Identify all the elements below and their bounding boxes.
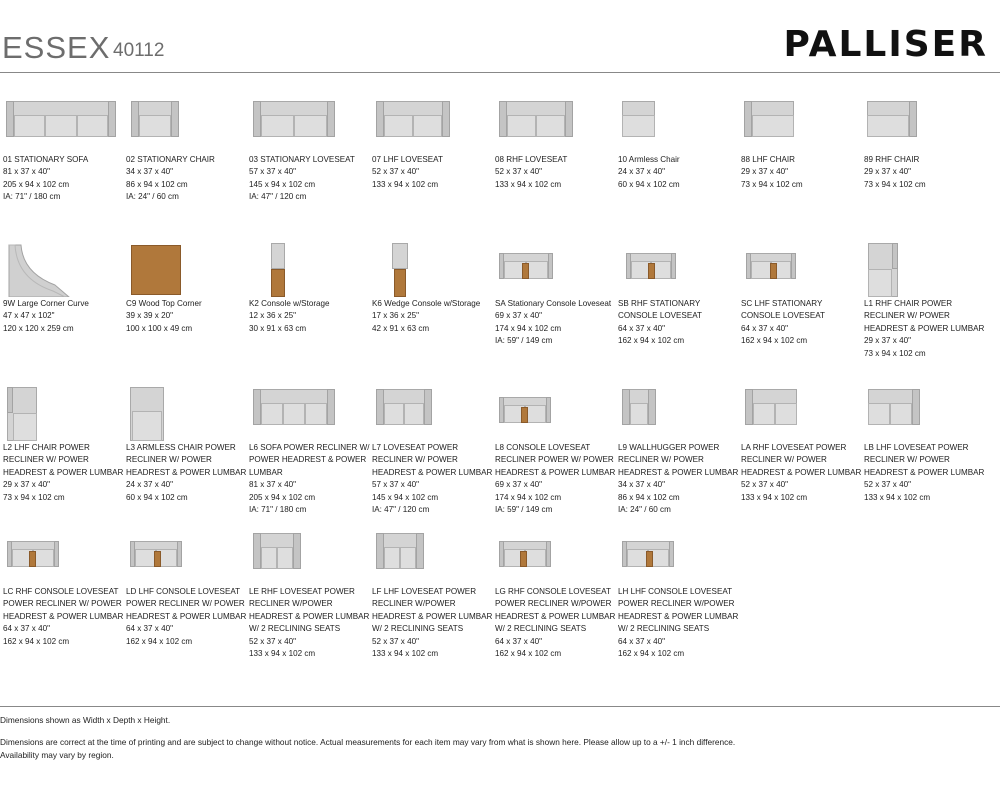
product-dimensions: 69 x 37 x 40" — [495, 311, 542, 321]
product-name: SB RHF STATIONARY CONSOLE LOVESEAT — [618, 299, 702, 321]
product-labels — [3, 298, 124, 335]
product-thumbnail — [864, 99, 974, 153]
product-thumbnail — [864, 243, 974, 297]
recliner-seat — [132, 411, 162, 441]
product-item — [249, 387, 372, 515]
product-name: K2 Console w/Storage — [249, 299, 330, 308]
product-item — [372, 531, 495, 659]
product-name: LE RHF LOVESEAT POWER RECLINER W/POWER HEADREST & POWER LUMBAR W/ 2 RECLINING SEATS — [249, 587, 370, 634]
recliner-arm — [892, 243, 898, 269]
product-labels — [618, 586, 739, 660]
sofa-arm — [745, 389, 753, 425]
recliner-seat — [135, 549, 156, 567]
product-dimensions: 100 x 100 x 49 cm — [126, 323, 193, 333]
product-dimensions: 205 x 94 x 102 cm — [249, 492, 316, 502]
product-labels — [126, 442, 247, 504]
product-dimensions: 162 x 94 x 102 cm — [618, 649, 685, 659]
product-labels — [864, 442, 985, 504]
product-labels — [249, 442, 370, 516]
product-item — [249, 99, 372, 202]
product-thumbnail — [249, 243, 359, 297]
recliner-seat — [751, 261, 771, 279]
product-dimensions: 30 x 91 x 63 cm — [249, 323, 307, 333]
product-item — [864, 243, 987, 358]
sofa-arm — [442, 101, 450, 137]
product-item — [126, 99, 249, 202]
product-thumbnail — [126, 99, 236, 153]
product-labels — [618, 298, 739, 348]
footnote-dimensions: Dimensions shown as Width x Depth x Height. — [0, 715, 171, 725]
product-item — [3, 387, 126, 502]
product-name: LD LHF CONSOLE LOVESEAT POWER RECLINER W/ POWER HEADREST & POWER LUMBAR — [126, 587, 247, 621]
console-wood-top — [770, 263, 777, 279]
console-wood-top — [522, 263, 529, 279]
product-dimensions: 162 x 94 x 102 cm — [495, 649, 562, 659]
product-thumbnail — [864, 387, 974, 441]
product-dimensions: 133 x 94 x 102 cm — [495, 179, 562, 189]
console-wood-top — [646, 551, 653, 567]
console-wood-top — [521, 407, 528, 423]
product-item — [372, 99, 495, 189]
sofa-seat — [890, 403, 912, 425]
sofa-seat — [45, 115, 76, 137]
wedge-console-wood — [394, 269, 406, 297]
sofa-seat — [77, 115, 108, 137]
sofa-seat — [384, 547, 400, 569]
product-item — [741, 243, 864, 346]
sofa-arm — [253, 533, 261, 569]
product-dimensions: 133 x 94 x 102 cm — [741, 492, 808, 502]
product-item — [864, 387, 987, 502]
sofa-seat — [277, 547, 293, 569]
product-name: L6 SOFA POWER RECLINER W/ POWER HEADREST & POWER LUMBAR — [249, 443, 370, 477]
product-dimensions: 174 x 94 x 102 cm — [495, 492, 562, 502]
sofa-arm — [253, 101, 261, 137]
product-item — [3, 531, 126, 646]
product-dimensions: 29 x 37 x 40" — [741, 167, 788, 177]
product-name: 10 Armless Chair — [618, 155, 680, 164]
recliner-arm — [7, 387, 13, 413]
product-name: SC LHF STATIONARY CONSOLE LOVESEAT — [741, 299, 825, 321]
product-dimensions: 39 x 39 x 20" — [126, 311, 173, 321]
product-thumbnail — [249, 387, 359, 441]
product-thumbnail — [495, 387, 605, 441]
recliner-arm — [177, 541, 182, 567]
product-dimensions: 73 x 94 x 102 cm — [741, 179, 803, 189]
recliner-seat — [525, 405, 546, 423]
sofa-seat — [867, 115, 909, 137]
product-labels — [864, 298, 985, 360]
sofa-seat — [139, 115, 171, 137]
sofa-arm — [327, 389, 335, 425]
product-item — [126, 243, 249, 333]
product-inside-arm: IA: 59" / 149 cm — [495, 505, 553, 515]
product-thumbnail — [372, 243, 482, 297]
product-item — [495, 99, 618, 189]
product-dimensions: 133 x 94 x 102 cm — [864, 492, 931, 502]
product-dimensions: 29 x 37 x 40" — [3, 480, 50, 490]
footer-divider — [0, 706, 1000, 707]
sofa-seat — [400, 547, 416, 569]
product-name: LG RHF CONSOLE LOVESEAT POWER RECLINER W/POWER HEADREST & POWER LUMBAR W/ 2 RECLINING SEATS — [495, 587, 616, 634]
footnote-disclaimer: Dimensions are correct at the time of printing and are subject to change without notice. Actual measurements for each item may vary from what is shown here. Please allow up to a +/- 1 inch difference. — [0, 737, 736, 747]
recliner-seat — [525, 549, 546, 567]
product-dimensions: 52 x 37 x 40" — [864, 480, 911, 490]
product-item — [618, 99, 741, 189]
product-labels — [864, 154, 985, 191]
product-dimensions: 60 x 94 x 102 cm — [126, 492, 188, 502]
recliner-arm — [546, 541, 551, 567]
product-labels — [126, 586, 247, 648]
product-labels — [618, 442, 739, 516]
product-dimensions: 52 x 37 x 40" — [495, 167, 542, 177]
sofa-seat — [868, 403, 890, 425]
product-thumbnail — [126, 387, 236, 441]
product-dimensions: 81 x 37 x 40" — [249, 480, 296, 490]
product-dimensions: 64 x 37 x 40" — [618, 323, 665, 333]
product-thumbnail — [741, 243, 851, 297]
product-dimensions: 133 x 94 x 102 cm — [249, 649, 316, 659]
console-body — [271, 243, 285, 269]
product-name: 88 LHF CHAIR — [741, 155, 795, 164]
recliner-arm — [546, 397, 551, 423]
product-dimensions: 64 x 37 x 40" — [618, 636, 665, 646]
product-name: 03 STATIONARY LOVESEAT — [249, 155, 355, 164]
product-name: L1 RHF CHAIR POWER RECLINER W/ POWER HEADREST & POWER LUMBAR — [864, 299, 985, 333]
recliner-arm — [671, 253, 676, 279]
recliner-arm — [669, 541, 674, 567]
product-dimensions: 17 x 36 x 25" — [372, 311, 419, 321]
product-labels — [249, 586, 370, 660]
product-name: L9 WALLHUGGER POWER RECLINER W/ POWER HEADREST & POWER LUMBAR — [618, 443, 739, 477]
sofa-seat — [752, 115, 794, 137]
sofa-arm — [912, 389, 920, 425]
sofa-seat — [413, 115, 442, 137]
sofa-arm — [424, 389, 432, 425]
product-dimensions: 52 x 37 x 40" — [741, 480, 788, 490]
sofa-seat — [283, 403, 305, 425]
product-dimensions: 162 x 94 x 102 cm — [618, 336, 685, 346]
product-labels — [495, 442, 616, 516]
product-thumbnail — [249, 531, 359, 585]
sofa-seat — [384, 115, 413, 137]
sofa-arm — [293, 533, 301, 569]
product-dimensions: 42 x 91 x 63 cm — [372, 323, 430, 333]
product-name: L7 LOVESEAT POWER RECLINER W/ POWER HEADREST & POWER LUMBAR — [372, 443, 493, 477]
product-thumbnail — [495, 243, 605, 297]
product-thumbnail — [495, 99, 605, 153]
product-dimensions: 162 x 94 x 102 cm — [3, 636, 70, 646]
recliner-seat — [526, 261, 548, 279]
product-labels — [495, 154, 616, 191]
recliner-seat — [13, 413, 37, 441]
product-labels — [372, 442, 493, 516]
recliner-seat — [868, 269, 892, 297]
product-name: 07 LHF LOVESEAT — [372, 155, 443, 164]
product-dimensions: 133 x 94 x 102 cm — [372, 179, 439, 189]
sofa-seat — [261, 115, 294, 137]
product-thumbnail — [618, 387, 728, 441]
product-labels — [495, 298, 616, 348]
sofa-arm — [622, 389, 630, 425]
sofa-arm — [171, 101, 179, 137]
recliner-seat — [627, 549, 648, 567]
footnote-availability: Availability may vary by region. — [0, 750, 114, 760]
corner-curve-shape — [7, 243, 77, 297]
product-item — [618, 531, 741, 659]
sofa-arm — [744, 101, 752, 137]
sofa-arm — [376, 533, 384, 569]
product-inside-arm: IA: 59" / 149 cm — [495, 336, 553, 346]
product-thumbnail — [741, 99, 851, 153]
product-thumbnail — [618, 99, 728, 153]
product-dimensions: 64 x 37 x 40" — [3, 624, 50, 634]
product-name: L8 CONSOLE LOVESEAT RECLINER POWER W/ POWER HEADREST & POWER LUMBAR — [495, 443, 616, 477]
product-labels — [126, 298, 247, 335]
product-dimensions: 73 x 94 x 102 cm — [864, 348, 926, 358]
product-inside-arm: IA: 71" / 180 cm — [3, 192, 61, 202]
console-wood-top — [648, 263, 655, 279]
sofa-seat — [753, 403, 775, 425]
product-name: C9 Wood Top Corner — [126, 299, 202, 308]
product-labels — [372, 154, 493, 191]
product-dimensions: 205 x 94 x 102 cm — [3, 179, 70, 189]
product-dimensions: 120 x 120 x 259 cm — [3, 323, 74, 333]
product-inside-arm: IA: 24" / 60 cm — [618, 505, 671, 515]
product-item — [126, 531, 249, 646]
product-dimensions: 47 x 47 x 102" — [3, 311, 55, 321]
product-dimensions: 174 x 94 x 102 cm — [495, 323, 562, 333]
product-name: 02 STATIONARY CHAIR — [126, 155, 215, 164]
sofa-seat — [305, 403, 327, 425]
product-item — [372, 387, 495, 515]
product-thumbnail — [495, 531, 605, 585]
product-dimensions: 24 x 37 x 40" — [126, 480, 173, 490]
product-labels — [126, 154, 247, 204]
sofa-arm — [416, 533, 424, 569]
product-name: 9W Large Corner Curve — [3, 299, 89, 308]
product-dimensions: 57 x 37 x 40" — [372, 480, 419, 490]
sofa-arm — [108, 101, 116, 137]
product-labels — [3, 154, 124, 204]
console-wood-top — [520, 551, 527, 567]
product-item — [249, 531, 372, 659]
product-labels — [372, 586, 493, 660]
product-thumbnail — [372, 531, 482, 585]
product-dimensions: 73 x 94 x 102 cm — [864, 179, 926, 189]
product-name: SA Stationary Console Loveseat — [495, 299, 612, 308]
console-wood-top — [154, 551, 161, 567]
sofa-seat — [294, 115, 327, 137]
sofa-seat — [630, 403, 648, 425]
product-dimensions: 52 x 37 x 40" — [249, 636, 296, 646]
product-thumbnail — [741, 387, 851, 441]
product-item — [741, 387, 864, 502]
product-name: 01 STATIONARY SOFA — [3, 155, 89, 164]
sofa-arm — [909, 101, 917, 137]
product-thumbnail — [126, 243, 236, 297]
console-wood — [271, 269, 285, 297]
product-item — [618, 387, 741, 515]
product-name: 08 RHF LOVESEAT — [495, 155, 568, 164]
product-thumbnail — [372, 99, 482, 153]
product-dimensions: 60 x 94 x 102 cm — [618, 179, 680, 189]
product-dimensions: 69 x 37 x 40" — [495, 480, 542, 490]
sofa-seat — [507, 115, 536, 137]
wood-top-corner — [131, 245, 181, 295]
product-thumbnail — [618, 243, 728, 297]
product-name: LH LHF CONSOLE LOVESEAT POWER RECLINER W/POWER HEADREST & POWER LUMBAR W/ 2 RECLINING SEATS — [618, 587, 739, 634]
product-inside-arm: IA: 47" / 120 cm — [372, 505, 430, 515]
product-dimensions: 34 x 37 x 40" — [126, 167, 173, 177]
sofa-seat — [775, 403, 797, 425]
product-item — [618, 243, 741, 346]
product-name: LB LHF LOVESEAT POWER RECLINER W/ POWER HEADREST & POWER LUMBAR — [864, 443, 985, 477]
product-dimensions: 29 x 37 x 40" — [864, 167, 911, 177]
product-labels — [741, 154, 862, 191]
product-dimensions: 34 x 37 x 40" — [618, 480, 665, 490]
sofa-seat — [261, 547, 277, 569]
product-labels — [3, 586, 124, 648]
product-dimensions: 162 x 94 x 102 cm — [126, 636, 193, 646]
product-name: LF LHF LOVESEAT POWER RECLINER W/POWER HEADREST & POWER LUMBAR W/ 2 RECLINING SEATS — [372, 587, 493, 634]
sofa-arm — [376, 389, 384, 425]
sofa-arm — [648, 389, 656, 425]
product-dimensions: 86 x 94 x 102 cm — [126, 179, 188, 189]
product-dimensions: 64 x 37 x 40" — [126, 624, 173, 634]
product-item — [249, 243, 372, 333]
product-dimensions: 57 x 37 x 40" — [249, 167, 296, 177]
series-code: 40112 — [113, 40, 165, 61]
product-name: L2 LHF CHAIR POWER RECLINER W/ POWER HEADREST & POWER LUMBAR — [3, 443, 124, 477]
sofa-arm — [6, 101, 14, 137]
product-labels — [249, 154, 370, 204]
product-item — [495, 243, 618, 346]
product-dimensions: 12 x 36 x 25" — [249, 311, 296, 321]
product-labels — [618, 154, 739, 191]
product-thumbnail — [372, 387, 482, 441]
sofa-arm — [327, 101, 335, 137]
product-labels — [741, 442, 862, 504]
product-dimensions: 73 x 94 x 102 cm — [3, 492, 65, 502]
product-dimensions: 64 x 37 x 40" — [495, 636, 542, 646]
product-item — [372, 243, 495, 333]
product-dimensions: 133 x 94 x 102 cm — [372, 649, 439, 659]
product-dimensions: 29 x 37 x 40" — [864, 336, 911, 346]
sofa-seat — [536, 115, 565, 137]
recliner-arm — [791, 253, 796, 279]
product-labels — [741, 298, 862, 348]
product-dimensions: 24 x 37 x 40" — [618, 167, 665, 177]
product-labels — [3, 442, 124, 504]
product-item — [3, 243, 126, 333]
console-wood-top — [29, 551, 36, 567]
sofa-seat — [622, 115, 655, 137]
sofa-seat — [261, 403, 283, 425]
wedge-console-body — [392, 243, 408, 269]
product-thumbnail — [249, 99, 359, 153]
product-dimensions: 64 x 37 x 40" — [741, 323, 788, 333]
product-name: 89 RHF CHAIR — [864, 155, 920, 164]
recliner-seat — [33, 549, 54, 567]
sofa-arm — [499, 101, 507, 137]
product-inside-arm: IA: 24" / 60 cm — [126, 192, 179, 202]
brand-logo: PALLISER — [783, 24, 988, 65]
product-name: LC RHF CONSOLE LOVESEAT POWER RECLINER W/ POWER HEADREST & POWER LUMBAR — [3, 587, 124, 621]
sofa-arm — [565, 101, 573, 137]
product-dimensions: 52 x 37 x 40" — [372, 167, 419, 177]
product-dimensions: 81 x 37 x 40" — [3, 167, 50, 177]
sofa-arm — [131, 101, 139, 137]
recliner-arm — [548, 253, 553, 279]
product-labels — [495, 586, 616, 660]
sofa-arm — [376, 101, 384, 137]
sofa-arm — [253, 389, 261, 425]
product-inside-arm: IA: 47" / 120 cm — [249, 192, 307, 202]
product-labels — [372, 298, 493, 335]
product-thumbnail — [3, 387, 113, 441]
series-name: ESSEX — [2, 30, 111, 65]
product-dimensions: 86 x 94 x 102 cm — [618, 492, 680, 502]
product-dimensions: 52 x 37 x 40" — [372, 636, 419, 646]
sofa-seat — [404, 403, 424, 425]
product-item — [495, 531, 618, 659]
product-thumbnail — [3, 243, 113, 297]
product-thumbnail — [618, 531, 728, 585]
product-thumbnail — [3, 99, 113, 153]
product-item — [3, 99, 126, 202]
product-thumbnail — [3, 531, 113, 585]
product-dimensions: 145 x 94 x 102 cm — [249, 179, 316, 189]
product-item — [741, 99, 864, 189]
product-item — [126, 387, 249, 502]
product-thumbnail — [126, 531, 236, 585]
product-item — [864, 99, 987, 189]
product-inside-arm: IA: 71" / 180 cm — [249, 505, 307, 515]
product-item — [495, 387, 618, 515]
product-name: LA RHF LOVESEAT POWER RECLINER W/ POWER HEADREST & POWER LUMBAR — [741, 443, 862, 477]
product-dimensions: 145 x 94 x 102 cm — [372, 492, 439, 502]
recliner-arm — [54, 541, 59, 567]
product-labels — [249, 298, 370, 335]
product-name: K6 Wedge Console w/Storage — [372, 299, 481, 308]
product-dimensions: 162 x 94 x 102 cm — [741, 336, 808, 346]
product-name: L3 ARMLESS CHAIR POWER RECLINER W/ POWER HEADREST & POWER LUMBAR — [126, 443, 247, 477]
sofa-seat — [14, 115, 45, 137]
sofa-seat — [384, 403, 404, 425]
